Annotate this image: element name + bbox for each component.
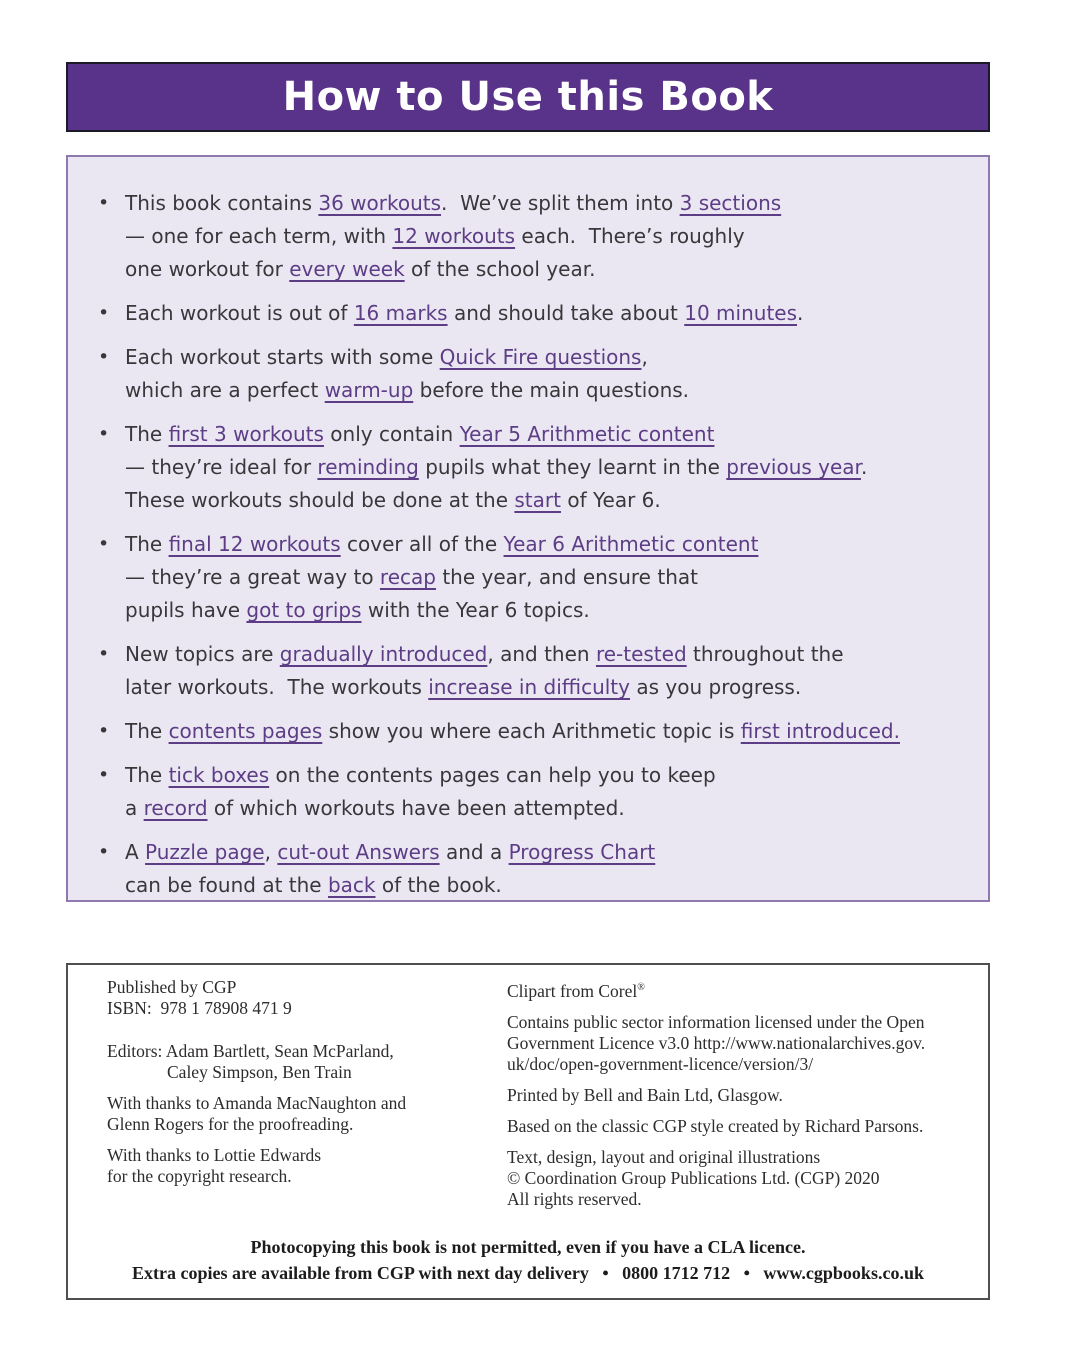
publisher-line: © Coordination Group Publications Ltd. (CGP) 2020 — [507, 1167, 880, 1188]
publisher-paragraph — [107, 977, 507, 1019]
text-segment: can be found at the — [125, 873, 328, 897]
underlined-phrase: 12 workouts — [392, 224, 516, 248]
text-segment: , — [264, 840, 278, 864]
bullet-content — [125, 297, 803, 330]
text-segment: This book contains — [125, 191, 319, 215]
bullet-line — [125, 187, 781, 220]
publisher-line: Text, design, layout and original illustrations — [507, 1146, 821, 1167]
text-segment: a — [125, 796, 144, 820]
bullet-line — [125, 759, 716, 792]
bullet-item — [98, 715, 973, 748]
text-segment: These workouts should be done at the — [125, 488, 515, 512]
underlined-phrase: final 12 workouts — [168, 532, 341, 556]
underlined-phrase: back — [327, 873, 376, 897]
bullet-content — [125, 341, 689, 407]
underlined-phrase: re-tested — [595, 642, 687, 666]
bullet-item — [98, 836, 973, 902]
bullet-content — [125, 715, 900, 748]
publisher-footer — [68, 1234, 988, 1286]
publisher-paragraph — [107, 1093, 507, 1135]
text-segment: before the main questions. — [413, 378, 690, 402]
bullet-dot-icon: • — [98, 346, 110, 368]
text-segment: of Year 6. — [560, 488, 661, 512]
underlined-phrase: record — [143, 796, 208, 820]
underlined-phrase: 10 minutes — [684, 301, 798, 325]
bullet-line — [125, 484, 867, 517]
publisher-line: With thanks to Lottie Edwards — [107, 1145, 322, 1165]
text-segment: pupils what they learnt in the — [418, 455, 727, 479]
text-segment: only contain — [323, 422, 460, 446]
publisher-box — [66, 963, 990, 1300]
bullet-item — [98, 418, 973, 517]
text-segment: the year, and ensure that — [435, 565, 698, 589]
bullet-line — [125, 253, 781, 286]
publisher-paragraph — [107, 1145, 507, 1187]
intro-box — [66, 155, 990, 902]
title-banner — [66, 62, 990, 132]
publisher-line: Contains public sector information licensed under the Open — [507, 1011, 925, 1032]
bullet-item — [98, 638, 973, 704]
text-segment: — they’re ideal for — [125, 455, 318, 479]
text-segment: , — [641, 345, 648, 369]
underlined-phrase: Year 6 Arithmetic content — [503, 532, 759, 556]
underlined-phrase: reminding — [317, 455, 419, 479]
text-segment: each. There’s roughly — [515, 224, 745, 248]
bullet-line — [125, 220, 781, 253]
text-segment: on the contents pages can help you to keep — [269, 763, 716, 787]
underlined-phrase: got to grips — [246, 598, 362, 622]
publisher-paragraph — [507, 1116, 960, 1137]
footer-contact-line: Extra copies are available from CGP with next day delivery • 0800 1712 712 • www.cgpbooks.co.uk — [132, 1262, 924, 1283]
bullet-line — [125, 671, 844, 704]
text-segment: of which workouts have been attempted. — [207, 796, 625, 820]
underlined-phrase: previous year — [726, 455, 861, 479]
text-segment: The — [125, 719, 169, 743]
publisher-columns — [68, 977, 988, 1220]
publisher-paragraph — [507, 1147, 960, 1210]
bullet-content — [125, 528, 758, 627]
bullet-item — [98, 187, 973, 286]
publisher-line: Government Licence v3.0 http://www.nationalarchives.gov. — [507, 1032, 926, 1053]
underlined-phrase: 16 marks — [353, 301, 448, 325]
text-segment: , and then — [487, 642, 596, 666]
bullet-line — [125, 297, 803, 330]
publisher-paragraph — [507, 1085, 960, 1106]
underlined-phrase: Quick Fire questions — [439, 345, 642, 369]
bullet-line — [125, 374, 689, 407]
bullet-content — [125, 759, 716, 825]
text-segment: later workouts. The workouts — [125, 675, 429, 699]
page-title: How to Use this Book — [282, 74, 774, 120]
bullet-item — [98, 297, 973, 330]
text-segment: throughout the — [686, 642, 844, 666]
bullet-list — [98, 187, 973, 902]
publisher-line: Published by CGP — [107, 977, 237, 997]
bullet-dot-icon: • — [98, 192, 110, 214]
text-segment: of the book. — [375, 873, 502, 897]
publisher-line: uk/doc/open-government-licence/version/3/ — [507, 1053, 814, 1074]
bullet-item — [98, 528, 973, 627]
bullet-content — [125, 187, 781, 286]
bullet-line — [125, 341, 689, 374]
text-segment: as you progress. — [630, 675, 802, 699]
publisher-left-column — [107, 977, 507, 1220]
text-segment: with the Year 6 topics. — [361, 598, 590, 622]
publisher-line: With thanks to Amanda MacNaughton and — [107, 1093, 407, 1113]
bullet-line — [125, 715, 900, 748]
text-segment: cover all of the — [340, 532, 504, 556]
text-segment: The — [125, 763, 169, 787]
publisher-line: Based on the classic CGP style created by Richard Parsons. — [507, 1115, 924, 1136]
underlined-phrase: 3 sections — [679, 191, 782, 215]
text-segment: . We’ve split them into — [441, 191, 680, 215]
bullet-dot-icon: • — [98, 423, 110, 445]
bullet-content — [125, 638, 844, 704]
underlined-phrase: gradually introduced — [279, 642, 488, 666]
bullet-line — [125, 528, 758, 561]
underlined-phrase: Year 5 Arithmetic content — [459, 422, 715, 446]
underlined-phrase: first introduced. — [740, 719, 900, 743]
publisher-line: Editors: Adam Bartlett, Sean McParland, — [107, 1041, 394, 1061]
text-segment: Each workout starts with some — [125, 345, 440, 369]
bullet-dot-icon: • — [98, 764, 110, 786]
text-segment: Each workout is out of — [125, 301, 354, 325]
text-segment: A — [125, 840, 146, 864]
text-segment: show you where each Arithmetic topic is — [322, 719, 741, 743]
text-segment: one workout for — [125, 257, 290, 281]
publisher-line: ISBN: 978 1 78908 471 9 — [107, 998, 292, 1018]
footer-photocopy-note: Photocopying this book is not permitted, even if you have a CLA licence. — [250, 1236, 806, 1257]
text-segment: which are a perfect — [125, 378, 325, 402]
text-segment: . — [860, 455, 868, 479]
bullet-line — [125, 418, 867, 451]
text-segment: of the school year. — [404, 257, 596, 281]
bullet-item — [98, 341, 973, 407]
underlined-phrase: cut-out Answers — [277, 840, 440, 864]
underlined-phrase: every week — [289, 257, 405, 281]
underlined-phrase: first 3 workouts — [168, 422, 324, 446]
bullet-line — [125, 869, 655, 902]
bullet-line — [125, 594, 758, 627]
bullet-line — [125, 638, 844, 671]
underlined-phrase: Progress Chart — [508, 840, 656, 864]
text-segment: and a — [439, 840, 509, 864]
text-segment: . — [797, 301, 804, 325]
bullet-dot-icon: • — [98, 643, 110, 665]
publisher-paragraph — [107, 1041, 507, 1083]
publisher-paragraph — [507, 977, 960, 1002]
registered-mark: ® — [637, 982, 645, 993]
publisher-line: Glenn Rogers for the proofreading. — [107, 1114, 354, 1134]
publisher-line: Clipart from Corel® — [507, 980, 645, 1001]
underlined-phrase: warm-up — [324, 378, 414, 402]
publisher-line: Printed by Bell and Bain Ltd, Glasgow. — [507, 1084, 783, 1105]
bullet-content — [125, 418, 867, 517]
bullet-line — [125, 451, 867, 484]
bullet-line — [125, 836, 655, 869]
bullet-dot-icon: • — [98, 302, 110, 324]
text-segment: The — [125, 532, 169, 556]
publisher-line: for the copyright research. — [107, 1166, 292, 1186]
underlined-phrase: 36 workouts — [318, 191, 442, 215]
bullet-dot-icon: • — [98, 841, 110, 863]
underlined-phrase: recap — [379, 565, 436, 589]
bullet-item — [98, 759, 973, 825]
bullet-content — [125, 836, 655, 902]
underlined-phrase: start — [514, 488, 561, 512]
text-segment: — they’re a great way to — [125, 565, 380, 589]
publisher-right-column — [507, 977, 960, 1220]
text-segment: — one for each term, with — [125, 224, 393, 248]
underlined-phrase: tick boxes — [168, 763, 270, 787]
text-segment: and should take about — [447, 301, 685, 325]
bullet-dot-icon: • — [98, 533, 110, 555]
underlined-phrase: increase in difficulty — [428, 675, 630, 699]
publisher-line: All rights reserved. — [507, 1188, 642, 1209]
publisher-paragraph — [507, 1012, 960, 1075]
text-segment: pupils have — [125, 598, 247, 622]
bullet-line — [125, 561, 758, 594]
text-segment: The — [125, 422, 169, 446]
underlined-phrase: contents pages — [168, 719, 323, 743]
publisher-line: Caley Simpson, Ben Train — [167, 1062, 352, 1082]
bullet-line — [125, 792, 716, 825]
underlined-phrase: Puzzle page — [145, 840, 265, 864]
text-segment: New topics are — [125, 642, 280, 666]
bullet-dot-icon: • — [98, 720, 110, 742]
